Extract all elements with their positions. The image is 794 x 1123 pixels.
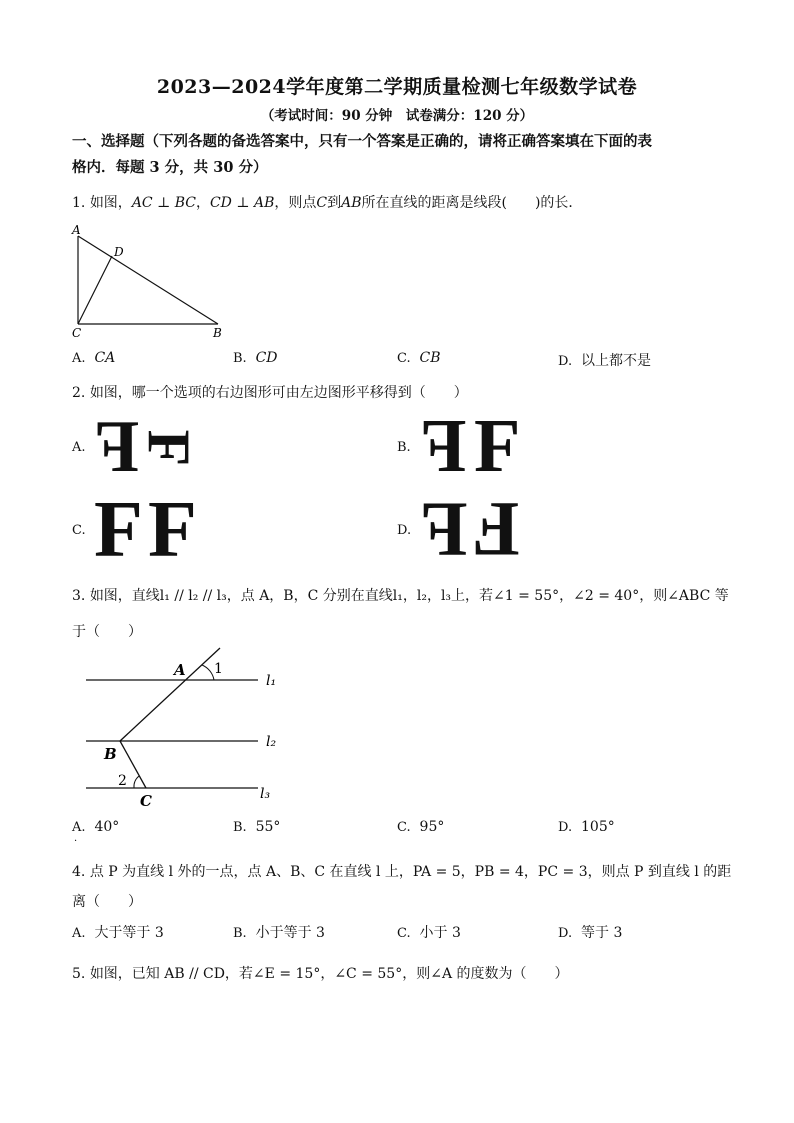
letter-f-icon: F [148, 486, 197, 574]
q4-option-a[interactable] [72, 922, 164, 942]
line-label-l1: l₁ [266, 673, 277, 689]
q2-option-b-label[interactable]: B. [397, 440, 411, 455]
question-text: 点 P 为直线 l 外的一点，点 A、B、C 在直线 l 上，PA = 5，PB = 4，PC = 3，则点 P 到直线 l 的距 [89, 864, 732, 880]
q3-option-d[interactable] [558, 819, 615, 835]
option-text: 55° [255, 819, 281, 835]
question-text: ， [195, 195, 210, 211]
question-text: 如图， [89, 195, 132, 211]
option-text: 小于 3 [419, 925, 461, 941]
math-expression: C [316, 195, 328, 211]
option-text: CD [255, 350, 278, 366]
option-label: B. [233, 820, 247, 835]
question-1-stem [72, 192, 582, 212]
exam-title: 2023—2024学年度第二学期质量检测七年级数学试卷 [156, 76, 638, 98]
option-text: CA [94, 350, 116, 366]
question-number: 3. [72, 588, 86, 604]
option-text: 95° [419, 819, 445, 835]
angle-label-1: 1 [214, 661, 223, 677]
q4-option-c[interactable] [397, 922, 461, 942]
question-text: ，则点 [274, 195, 317, 211]
option-label: A. [72, 351, 86, 366]
q1-option-b[interactable] [233, 350, 278, 366]
letter-f-mirrored-icon: F [94, 406, 140, 488]
q3-option-c[interactable] [397, 819, 444, 835]
option-label: B. [233, 351, 247, 366]
angle-1-arc [202, 665, 214, 680]
option-label: A. [72, 926, 86, 941]
q4-option-b[interactable] [233, 922, 325, 942]
question-text: 如图，直线l₁ // l₂ // l₃，点 A，B，C 分别在直线l₁，l₂，l₃上，若∠1 = 55°，∠2 = 40°，则∠ABC 等 [89, 588, 729, 604]
option-text: CB [419, 350, 441, 366]
q2-option-a-label[interactable]: A. [72, 440, 86, 455]
option-label: B. [233, 926, 247, 941]
question-number: 1. [72, 195, 86, 211]
point-label-b: B [104, 745, 117, 763]
q1-option-c[interactable] [397, 350, 441, 366]
math-expression: AC ⊥ BC [131, 195, 196, 211]
point-label-a: A [72, 223, 81, 237]
letter-f-mirrored-icon: F [420, 485, 468, 572]
option-label: C. [397, 926, 411, 941]
point-label-a: A [174, 661, 186, 679]
letter-f-mirrored-icon: F [420, 404, 467, 488]
question-3-line1 [72, 585, 729, 605]
question-3-line2: 于（ ） [72, 624, 142, 640]
angle-label-2: 2 [118, 773, 127, 789]
letter-f-rotated-icon: F [472, 486, 520, 573]
angle-2-arc [134, 776, 139, 788]
question-4-line1 [72, 861, 731, 881]
question-text: 如图，哪一个选项的右边图形可由左边图形平移得到（ ） [89, 385, 468, 401]
segment-cd [78, 256, 112, 324]
q4-option-d[interactable] [558, 922, 622, 942]
question-number: 2. [72, 385, 86, 401]
q3-option-b[interactable] [233, 819, 280, 835]
question-4-line2: 离（ ） [72, 894, 142, 910]
option-label: D. [558, 354, 573, 369]
option-text: 小于等于 3 [255, 925, 325, 941]
section-heading-line2: 格内．每题 3 分，共 30 分） [72, 159, 268, 176]
question-3-figure [80, 640, 300, 812]
section-heading-line1: 一、选择题（下列各题的备选答案中，只有一个答案是正确的，请将正确答案填在下面的表 [72, 133, 652, 150]
q3-option-a[interactable] [72, 819, 119, 835]
option-label: D. [558, 926, 573, 941]
line-label-l2: l₂ [266, 734, 277, 750]
option-text: 105° [581, 819, 615, 835]
question-number: 4. [72, 864, 86, 880]
point-label-b: B [213, 326, 222, 340]
option-label: C. [397, 820, 411, 835]
math-expression: CD ⊥ AB [209, 195, 275, 211]
option-text: 以上都不是 [581, 353, 651, 369]
point-label-d: D [114, 245, 124, 259]
point-label-c: C [72, 326, 82, 340]
line-ba [120, 648, 220, 741]
option-text: 等于 3 [581, 925, 623, 941]
question-number: 5. [72, 966, 86, 982]
option-text: 40° [94, 819, 120, 835]
q1-option-d[interactable] [558, 350, 651, 370]
point-label-c: C [140, 792, 152, 810]
letter-f-icon: F [474, 404, 521, 488]
question-text: 所在直线的距离是线段( )的长． [361, 195, 583, 211]
q2-option-d-label[interactable]: D. [397, 523, 412, 538]
q2-option-c-label[interactable]: C. [72, 523, 86, 538]
question-text: 如图，已知 AB // CD，若∠E = 15°，∠C = 55°，则∠A 的度数为（ ） [89, 966, 569, 982]
q1-option-a[interactable] [72, 350, 115, 366]
segment-ab [78, 236, 218, 324]
stray-mark: · [74, 836, 78, 847]
option-text: 大于等于 3 [94, 925, 164, 941]
question-2-stem [72, 382, 468, 402]
option-label: A. [72, 820, 86, 835]
line-label-l3: l₃ [260, 786, 271, 802]
question-text: 到 [327, 195, 342, 211]
option-label: D. [558, 820, 573, 835]
exam-subtitle: （考试时间：90 分钟 试卷满分：120 分） [260, 108, 534, 124]
letter-f-rotated-icon: F [135, 429, 202, 467]
option-label: C. [397, 351, 411, 366]
letter-f-icon: F [94, 486, 143, 574]
math-expression: AB [341, 195, 362, 211]
question-5-stem [72, 963, 569, 983]
question-1-figure [68, 222, 238, 340]
